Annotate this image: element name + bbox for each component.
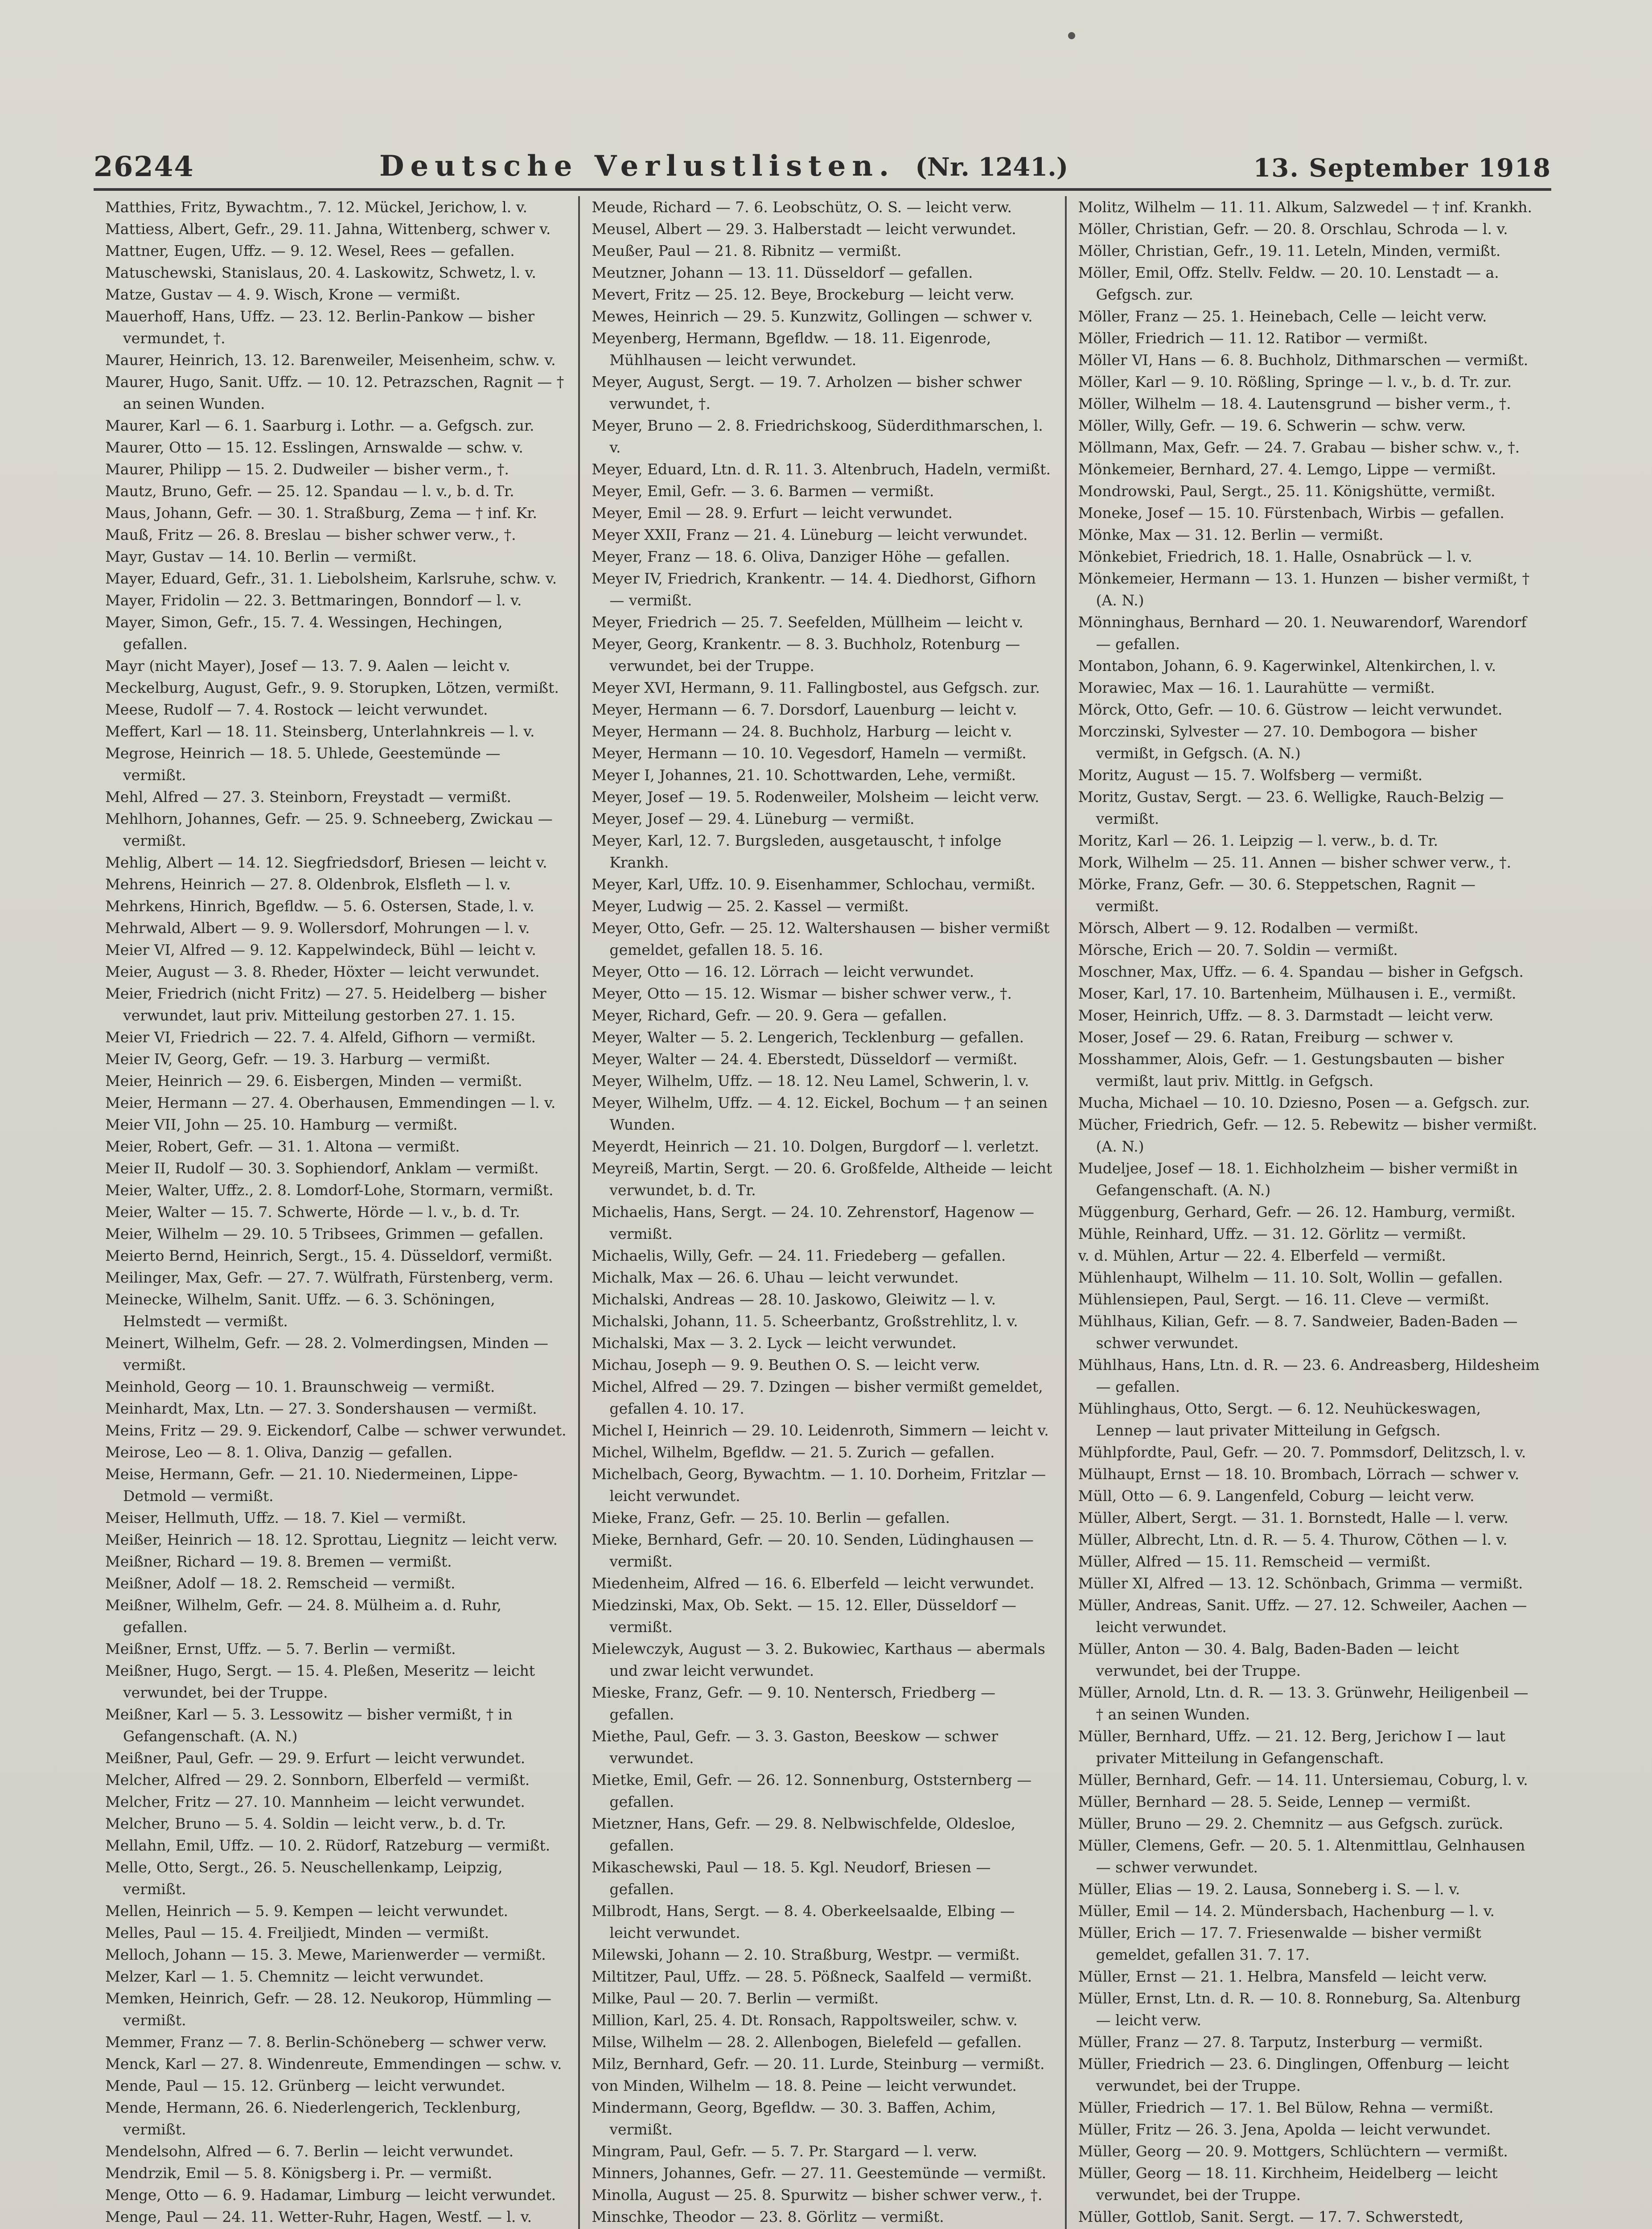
casualty-entry: Meier VI, Alfred — 9. 12. Kappelwindeck, Bühl — leicht v. [105, 941, 536, 958]
casualty-entry: Michalski, Johann, 11. 5. Scheerbantz, Großstrehlitz, l. v. [592, 1312, 1018, 1330]
casualty-entry: Milbrodt, Hans, Sergt. — 8. 4. Oberkeelsaalde, Elbing — leicht verwundet. [592, 1902, 1015, 1941]
casualty-entry: Mühlensiepen, Paul, Sergt. — 16. 11. Cleve — vermißt. [1078, 1291, 1490, 1308]
casualty-entry: Morczinski, Sylvester — 27. 10. Dembogora — bisher vermißt, in Gefgsch. (A. N.) [1078, 723, 1477, 762]
casualty-entry: Mönkemeier, Hermann — 13. 1. Hunzen — bisher vermißt, † (A. N.) [1078, 570, 1530, 609]
column-2 [578, 196, 1064, 2229]
casualty-entry: Miltitzer, Paul, Uffz. — 28. 5. Pößneck, Saalfeld — vermißt. [592, 1968, 1032, 1985]
casualty-entry: Mellen, Heinrich — 5. 9. Kempen — leicht verwundet. [105, 1902, 509, 1920]
casualty-entry: Memken, Heinrich, Gefr. — 28. 12. Neukorop, Hümmling — vermißt. [105, 1990, 552, 2029]
casualty-entry: Mehrwald, Albert — 9. 9. Wollersdorf, Mohrungen — l. v. [105, 919, 530, 937]
casualty-entry: Meier VII, John — 25. 10. Hamburg — vermißt. [105, 1116, 458, 1133]
casualty-entry: Meier, Heinrich — 29. 6. Eisbergen, Minden — vermißt. [105, 1072, 522, 1090]
casualty-entry: Mork, Wilhelm — 25. 11. Annen — bisher schwer verw., †. [1078, 854, 1512, 871]
casualty-entry: Matze, Gustav — 4. 9. Wisch, Krone — vermißt. [105, 286, 460, 303]
casualty-entry: Meißner, Wilhelm, Gefr. — 24. 8. Mülheim a. d. Ruhr, gefallen. [105, 1596, 502, 1636]
casualty-entry: Müller, Fritz — 26. 3. Jena, Apolda — leicht verwundet. [1078, 2121, 1491, 2138]
casualty-entry: Meyerdt, Heinrich — 21. 10. Dolgen, Burgdorf — l. verletzt. [592, 1138, 1040, 1155]
casualty-entry: Müller, Erich — 17. 7. Friesenwalde — bisher vermißt gemeldet, gefallen 31. 7. 17. [1078, 1924, 1481, 1963]
casualty-entry: Meyer IV, Friedrich, Krankentr. — 14. 4. Diedhorst, Gifhorn — vermißt. [592, 570, 1036, 609]
casualty-entry: Minolla, August — 25. 8. Spurwitz — bisher schwer verw., †. [592, 2186, 1043, 2204]
casualty-entry: Mucha, Michael — 10. 10. Dziesno, Posen — a. Gefgsch. zur. [1078, 1094, 1530, 1111]
casualty-entry: Million, Karl, 25. 4. Dt. Ronsach, Rappoltsweiler, schw. v. [592, 2011, 1018, 2029]
casualty-entry: Moritz, Karl — 26. 1. Leipzig — l. verw., b. d. Tr. [1078, 832, 1438, 849]
casualty-entry: Mellahn, Emil, Uffz. — 10. 2. Rüdorf, Ratzeburg — vermißt. [105, 1837, 551, 1854]
casualty-entry: Meyer XVI, Hermann, 9. 11. Fallingbostel, aus Gefgsch. zur. [592, 679, 1040, 696]
casualty-entry: Milse, Wilhelm — 28. 2. Allenbogen, Bielefeld — gefallen. [592, 2033, 1022, 2051]
casualty-entry: Meier, Hermann — 27. 4. Oberhausen, Emmendingen — l. v. [105, 1094, 556, 1111]
casualty-entry: Möllmann, Max, Gefr. — 24. 7. Grabau — bisher schw. v., †. [1078, 439, 1520, 456]
casualty-entry: Mayer, Simon, Gefr., 15. 7. 4. Wessingen, Hechingen, gefallen. [105, 613, 503, 653]
casualty-entry: Moser, Heinrich, Uffz. — 8. 3. Darmstadt — leicht verw. [1078, 1007, 1494, 1024]
masthead-title: Deutsche Verlustlisten. [379, 149, 896, 183]
casualty-entry: Miedenheim, Alfred — 16. 6. Elberfeld — leicht verwundet. [592, 1575, 1035, 1592]
casualty-entry: Müller XI, Alfred — 13. 12. Schönbach, Grimma — vermißt. [1078, 1575, 1523, 1592]
casualty-entry: Mende, Hermann, 26. 6. Niederlengerich, Tecklenburg, vermißt. [105, 2099, 521, 2138]
casualty-entry: Meyer, Wilhelm, Uffz. — 18. 12. Neu Lamel, Schwerin, l. v. [592, 1072, 1029, 1090]
casualty-entry: Möller, Willy, Gefr. — 19. 6. Schwerin — schw. verw. [1078, 417, 1466, 434]
casualty-entry: Müller, Bruno — 29. 2. Chemnitz — aus Gefgsch. zurück. [1078, 1815, 1504, 1832]
casualty-entry: Mattner, Eugen, Uffz. — 9. 12. Wesel, Rees — gefallen. [105, 242, 515, 259]
casualty-entry: Mücher, Friedrich, Gefr. — 12. 5. Rebewitz — bisher vermißt. (A. N.) [1078, 1116, 1537, 1155]
casualty-entry: Minners, Johannes, Gefr. — 27. 11. Geestemünde — vermißt. [592, 2164, 1047, 2182]
casualty-entry: Michalk, Max — 26. 6. Uhau — leicht verwundet. [592, 1269, 959, 1286]
casualty-entry: Meußer, Paul — 21. 8. Ribnitz — vermißt. [592, 242, 902, 259]
casualty-entry: Meyer, Walter — 5. 2. Lengerich, Tecklenburg — gefallen. [592, 1028, 1024, 1046]
casualty-entry: Meyer, Emil, Gefr. — 3. 6. Barmen — vermißt. [592, 482, 934, 500]
casualty-entry: Mende, Paul — 15. 12. Grünberg — leicht verwundet. [105, 2077, 505, 2094]
casualty-entry: Meier, August — 3. 8. Rheder, Höxter — leicht verwundet. [105, 963, 540, 980]
casualty-entry: Müller, Bernhard, Uffz. — 21. 12. Berg, Jerichow I — laut privater Mitteilung in Gefangenschaft. [1078, 1727, 1505, 1767]
casualty-entry: Möller VI, Hans — 6. 8. Buchholz, Dithmarschen — vermißt. [1078, 351, 1529, 369]
casualty-entry: Mörsche, Erich — 20. 7. Soldin — vermißt. [1078, 941, 1398, 958]
casualty-entry: Melle, Otto, Sergt., 26. 5. Neuschellenkamp, Leipzig, vermißt. [105, 1859, 503, 1898]
casualty-entry: Meyer, Hermann — 10. 10. Vegesdorf, Hameln — vermißt. [592, 744, 1027, 762]
casualty-entry: Moneke, Josef — 15. 10. Fürstenbach, Wirbis — gefallen. [1078, 504, 1504, 522]
casualty-entry: Meißer, Heinrich — 18. 12. Sprottau, Liegnitz — leicht verw. [105, 1531, 558, 1548]
casualty-entry: Müller, Ernst — 21. 1. Helbra, Mansfeld — leicht verw. [1078, 1968, 1488, 1985]
casualty-entry: Moschner, Max, Uffz. — 6. 4. Spandau — bisher in Gefgsch. [1078, 963, 1524, 980]
casualty-entry: Meyreiß, Martin, Sergt. — 20. 6. Großfelde, Altheide — leicht verwundet, b. d. Tr. [592, 1160, 1052, 1199]
header-rule [94, 188, 1551, 191]
casualty-entry: Möller, Friedrich — 11. 12. Ratibor — vermißt. [1078, 329, 1428, 347]
casualty-entry: Mosshammer, Alois, Gefr. — 1. Gestungsbauten — bisher vermißt, laut priv. Mittlg. in Gefgsch. [1078, 1050, 1504, 1090]
casualty-entry: Müll, Otto — 6. 9. Langenfeld, Coburg — leicht verw. [1078, 1487, 1475, 1505]
issue-number: (Nr. 1241.) [915, 152, 1068, 182]
casualty-entry: Müller, Georg — 18. 11. Kirchheim, Heidelberg — leicht verwundet, bei der Truppe. [1078, 2164, 1498, 2204]
casualty-entry: Michaelis, Hans, Sergt. — 24. 10. Zehrenstorf, Hagenow — vermißt. [592, 1203, 1035, 1242]
casualty-entry: Mühlenhaupt, Wilhelm — 11. 10. Solt, Wollin — gefallen. [1078, 1269, 1503, 1286]
casualty-entry: Mühle, Reinhard, Uffz. — 31. 12. Görlitz — vermißt. [1078, 1225, 1467, 1242]
masthead-group [379, 149, 1068, 183]
casualty-entry: Meutzner, Johann — 13. 11. Düsseldorf — gefallen. [592, 264, 973, 281]
casualty-entry: Meier, Wilhelm — 29. 10. 5 Tribsees, Grimmen — gefallen. [105, 1225, 544, 1242]
casualty-entry: Müller, Friedrich — 23. 6. Dinglingen, Offenburg — leicht verwundet, bei der Truppe. [1078, 2055, 1509, 2094]
casualty-entry: Müller, Georg — 20. 9. Mottgers, Schlüchtern — vermißt. [1078, 2143, 1508, 2160]
casualty-entry: Meyer, Josef — 19. 5. Rodenweiler, Molsheim — leicht verw. [592, 788, 1040, 806]
casualty-entry: Meier, Robert, Gefr. — 31. 1. Altona — vermißt. [105, 1138, 460, 1155]
page-number: 26244 [94, 150, 194, 183]
casualty-entry: Müller, Clemens, Gefr. — 20. 5. 1. Altenmittlau, Gelnhausen — schwer verwundet. [1078, 1837, 1525, 1876]
casualty-entry: Meyer, Karl, Uffz. 10. 9. Eisenhammer, Schlochau, vermißt. [592, 876, 1036, 893]
casualty-entry: Meyer, Karl, 12. 7. Burgsleden, ausgetauscht, † infolge Krankh. [592, 832, 1002, 871]
casualty-entry: Miethe, Paul, Gefr. — 3. 3. Gaston, Beeskow — schwer verwundet. [592, 1727, 998, 1767]
casualty-entry: Meiser, Hellmuth, Uffz. — 18. 7. Kiel — vermißt. [105, 1509, 466, 1526]
casualty-entry: Meese, Rudolf — 7. 4. Rostock — leicht verwundet. [105, 701, 488, 718]
casualty-entry: Mönninghaus, Bernhard — 20. 1. Neuwarendorf, Warendorf — gefallen. [1078, 613, 1527, 653]
casualty-entry: Müller, Elias — 19. 2. Lausa, Sonneberg i. S. — l. v. [1078, 1880, 1460, 1898]
casualty-entry: Müller, Arnold, Ltn. d. R. — 13. 3. Grünwehr, Heiligenbeil — † an seinen Wunden. [1078, 1684, 1529, 1723]
casualty-entry: Meyer, Hermann — 6. 7. Dorsdorf, Lauenburg — leicht v. [592, 701, 1017, 718]
casualty-entry: Menck, Karl — 27. 8. Windenreute, Emmendingen — schw. v. [105, 2055, 562, 2073]
casualty-entry: Mieke, Franz, Gefr. — 25. 10. Berlin — gefallen. [592, 1509, 950, 1526]
casualty-entry: Mülhaupt, Ernst — 18. 10. Brombach, Lörrach — schwer v. [1078, 1465, 1520, 1483]
casualty-entry: Möller, Christian, Gefr. — 20. 8. Orschlau, Schroda — l. v. [1078, 220, 1508, 238]
casualty-entry: Meyenberg, Hermann, Bgefldw. — 18. 11. Eigenrode, Mühlhausen — leicht verwundet. [592, 329, 991, 369]
casualty-entry: Melcher, Alfred — 29. 2. Sonnborn, Elberfeld — vermißt. [105, 1771, 530, 1789]
casualty-entry: Mauerhoff, Hans, Uffz. — 23. 12. Berlin-Pankow — bisher vermundet, †. [105, 308, 535, 347]
ink-dot [1068, 32, 1075, 39]
casualty-entry: Müller, Gottlob, Sanit. Sergt. — 17. 7. Schwerstedt, [1078, 2208, 1464, 2225]
casualty-entry: Mörsch, Albert — 9. 12. Rodalben — vermißt. [1078, 919, 1419, 937]
casualty-entry: Mayr, Gustav — 14. 10. Berlin — vermißt. [105, 548, 417, 565]
casualty-entry: Maus, Johann, Gefr. — 30. 1. Straßburg, Zema — † inf. Kr. [105, 504, 537, 522]
casualty-entry: Müller, Anton — 30. 4. Balg, Baden-Baden — leicht verwundet, bei der Truppe. [1078, 1640, 1459, 1679]
casualty-entry: Maurer, Philipp — 15. 2. Dudweiler — bisher verm., †. [105, 461, 509, 478]
casualty-entry: Mingram, Paul, Gefr. — 5. 7. Pr. Stargard — l. verw. [592, 2143, 978, 2160]
casualty-entry: Mehl, Alfred — 27. 3. Steinborn, Freystadt — vermißt. [105, 788, 511, 806]
casualty-entry: Mehlig, Albert — 14. 12. Siegfriedsdorf, Briesen — leicht v. [105, 854, 547, 871]
casualty-entry: Mindermann, Georg, Bgefldw. — 30. 3. Baffen, Achim, vermißt. [592, 2099, 996, 2138]
casualty-entry: Michau, Joseph — 9. 9. Beuthen O. S. — leicht verw. [592, 1356, 980, 1374]
casualty-entry: Mieske, Franz, Gefr. — 9. 10. Nentersch, Friedberg — gefallen. [592, 1684, 996, 1723]
casualty-entry: Mönkebiet, Friedrich, 18. 1. Halle, Osnabrück — l. v. [1078, 548, 1472, 565]
casualty-entry: Müller, Friedrich — 17. 1. Bel Bülow, Rehna — vermißt. [1078, 2099, 1494, 2116]
casualty-entry: Meyer, Wilhelm, Uffz. — 4. 12. Eickel, Bochum — † an seinen Wunden. [592, 1094, 1048, 1133]
casualty-entry: Michel, Alfred — 29. 7. Dzingen — bisher vermißt gemeldet, gefallen 4. 10. 17. [592, 1378, 1043, 1417]
casualty-entry: Mühlhaus, Hans, Ltn. d. R. — 23. 6. Andreasberg, Hildesheim — gefallen. [1078, 1356, 1540, 1395]
casualty-entry: v. d. Mühlen, Artur — 22. 4. Elberfeld — vermißt. [1078, 1247, 1446, 1264]
casualty-entry: Moser, Karl, 17. 10. Bartenheim, Mülhausen i. E., vermißt. [1078, 985, 1516, 1002]
casualty-entry: Meißner, Hugo, Sergt. — 15. 4. Pleßen, Meseritz — leicht verwundet, bei der Truppe. [105, 1662, 535, 1701]
casualty-entry: Müller, Franz — 27. 8. Tarputz, Insterburg — vermißt. [1078, 2033, 1483, 2051]
casualty-entry: Mörke, Franz, Gefr. — 30. 6. Steppetschen, Ragnit — vermißt. [1078, 876, 1476, 915]
casualty-entry: Müller, Andreas, Sanit. Uffz. — 27. 12. Schweiler, Aachen — leicht verwundet. [1078, 1596, 1527, 1636]
casualty-entry: Meyer, August, Sergt. — 19. 7. Arholzen — bisher schwer verwundet, †. [592, 373, 1022, 412]
casualty-entry: Mehrens, Heinrich — 27. 8. Oldenbrok, Elsfleth — l. v. [105, 876, 511, 893]
casualty-entry: Mietzner, Hans, Gefr. — 29. 8. Nelbwischfelde, Oldesloe, gefallen. [592, 1815, 1016, 1854]
casualty-entry: Maurer, Hugo, Sanit. Uffz. — 10. 12. Petrazschen, Ragnit — † an seinen Wunden. [105, 373, 564, 412]
casualty-entry: Möller, Karl — 9. 10. Rößling, Springe — l. v., b. d. Tr. zur. [1078, 373, 1512, 391]
casualty-entry: Meinhardt, Max, Ltn. — 27. 3. Sondershausen — vermißt. [105, 1400, 537, 1417]
casualty-entry: Menge, Paul — 24. 11. Wetter-Ruhr, Hagen, Westf. — l. v. [105, 2208, 532, 2225]
casualty-entry: Maurer, Otto — 15. 12. Esslingen, Arnswalde — schw. v. [105, 439, 523, 456]
casualty-entry: Meyer, Hermann — 24. 8. Buchholz, Harburg — leicht v. [592, 723, 1012, 740]
casualty-entry: Mörck, Otto, Gefr. — 10. 6. Güstrow — leicht verwundet. [1078, 701, 1503, 718]
casualty-entry: Meyer, Georg, Krankentr. — 8. 3. Buchholz, Rotenburg — verwundet, bei der Truppe. [592, 635, 1020, 674]
casualty-entry: Michaelis, Willy, Gefr. — 24. 11. Friedeberg — gefallen. [592, 1247, 1006, 1264]
casualty-entry: Melzer, Karl — 1. 5. Chemnitz — leicht verwundet. [105, 1968, 484, 1985]
casualty-entry: Meyer, Friedrich — 25. 7. Seefelden, Müllheim — leicht v. [592, 613, 1023, 631]
casualty-entry: Meier IV, Georg, Gefr. — 19. 3. Harburg — vermißt. [105, 1050, 491, 1068]
casualty-entry: Matthies, Fritz, Bywachtm., 7. 12. Mückel, Jerichow, l. v. [105, 198, 527, 216]
casualty-entry: Meißner, Adolf — 18. 2. Remscheid — vermißt. [105, 1575, 456, 1592]
casualty-entry: Meins, Fritz — 29. 9. Eickendorf, Calbe — schwer verwundet. [105, 1422, 567, 1439]
casualty-entry: Melles, Paul — 15. 4. Freiljiedt, Minden — vermißt. [105, 1924, 489, 1941]
casualty-entry: Michalski, Max — 3. 2. Lyck — leicht verwundet. [592, 1334, 957, 1352]
casualty-entry: Möller, Emil, Offz. Stellv. Feldw. — 20. 10. Lenstadt — a. Gefgsch. zur. [1078, 264, 1499, 303]
casualty-entry: Meißner, Ernst, Uffz. — 5. 7. Berlin — vermißt. [105, 1640, 456, 1657]
casualty-entry: Michelbach, Georg, Bywachtm. — 1. 10. Dorheim, Fritzlar — leicht verwundet. [592, 1465, 1046, 1505]
casualty-entry: Meier VI, Friedrich — 22. 7. 4. Alfeld, Gifhorn — vermißt. [105, 1028, 536, 1046]
casualty-entry: Müller, Ernst, Ltn. d. R. — 10. 8. Ronneburg, Sa. Altenburg — leicht verw. [1078, 1990, 1521, 2029]
casualty-entry: Mendrzik, Emil — 5. 8. Königsberg i. Pr. — vermißt. [105, 2164, 493, 2182]
issue-date: 13. September 1918 [1253, 153, 1551, 183]
casualty-entry: Meyer, Otto, Gefr. — 25. 12. Waltershausen — bisher vermißt gemeldet, gefallen 18. 5. 16. [592, 919, 1050, 958]
casualty-entry: Meinert, Wilhelm, Gefr. — 28. 2. Volmerdingsen, Minden — vermißt. [105, 1334, 548, 1374]
casualty-entry: Meyer, Otto — 15. 12. Wismar — bisher schwer verw., †. [592, 985, 1012, 1002]
casualty-entry: Meinecke, Wilhelm, Sanit. Uffz. — 6. 3. Schöningen, Helmstedt — vermißt. [105, 1291, 495, 1330]
casualty-entry: Mayer, Eduard, Gefr., 31. 1. Liebolsheim, Karlsruhe, schw. v. [105, 570, 557, 587]
casualty-entry: Mudeljee, Josef — 18. 1. Eichholzheim — bisher vermißt in Gefangenschaft. (A. N.) [1078, 1160, 1518, 1199]
casualty-entry: Meyer, Josef — 29. 4. Lüneburg — vermißt. [592, 810, 915, 827]
casualty-entry: Morawiec, Max — 16. 1. Laurahütte — vermißt. [1078, 679, 1435, 696]
casualty-entry: Melloch, Johann — 15. 3. Mewe, Marienwerder — vermißt. [105, 1946, 546, 1963]
casualty-entry: Mühlinghaus, Otto, Sergt. — 6. 12. Neuhückeswagen, Lennep — laut privater Mitteilung in Gefgsch. [1078, 1400, 1481, 1439]
casualty-entry: Meier II, Rudolf — 30. 3. Sophiendorf, Anklam — vermißt. [105, 1160, 539, 1177]
casualty-entry: Meffert, Karl — 18. 11. Steinsberg, Unterlahnkreis — l. v. [105, 723, 535, 740]
casualty-entry: Mühlhaus, Kilian, Gefr. — 8. 7. Sandweier, Baden-Baden — schwer verwundet. [1078, 1312, 1518, 1352]
casualty-entry: Meyer, Otto — 16. 12. Lörrach — leicht verwundet. [592, 963, 974, 980]
casualty-entry: Megrose, Heinrich — 18. 5. Uhlede, Geestemünde — vermißt. [105, 744, 501, 784]
casualty-entry: von Minden, Wilhelm — 18. 8. Peine — leicht verwundet. [592, 2077, 1017, 2094]
casualty-entry: Müller, Bernhard — 28. 5. Seide, Lennep — vermißt. [1078, 1793, 1471, 1810]
casualty-entry: Milewski, Johann — 2. 10. Straßburg, Westpr. — vermißt. [592, 1946, 1020, 1963]
casualty-entry: Mevert, Fritz — 25. 12. Beye, Brockeburg — leicht verw. [592, 286, 1015, 303]
casualty-entry: Michalski, Andreas — 28. 10. Jaskowo, Gleiwitz — l. v. [592, 1291, 996, 1308]
column-1 [94, 196, 578, 2229]
casualty-entry: Mendelsohn, Alfred — 6. 7. Berlin — leicht verwundet. [105, 2143, 514, 2160]
casualty-entry: Menge, Otto — 6. 9. Hadamar, Limburg — leicht verwundet. [105, 2186, 556, 2204]
casualty-entry: Mehlhorn, Johannes, Gefr. — 25. 9. Schneeberg, Zwickau — vermißt. [105, 810, 553, 849]
casualty-entry: Molitz, Wilhelm — 11. 11. Alkum, Salzwedel — † inf. Krankh. [1078, 198, 1533, 216]
casualty-entry: Maurer, Karl — 6. 1. Saarburg i. Lothr. — a. Gefgsch. zur. [105, 417, 534, 434]
casualty-entry: Mautz, Bruno, Gefr. — 25. 12. Spandau — l. v., b. d. Tr. [105, 482, 514, 500]
casualty-entry: Müller, Albert, Sergt. — 31. 1. Bornstedt, Halle — l. verw. [1078, 1509, 1508, 1526]
casualty-entry: Meusel, Albert — 29. 3. Halberstadt — leicht verwundet. [592, 220, 1016, 238]
casualty-entry: Meißner, Karl — 5. 3. Lessowitz — bisher vermißt, † in Gefangenschaft. (A. N.) [105, 1706, 513, 1745]
casualty-entry: Mewes, Heinrich — 29. 5. Kunzwitz, Gollingen — schwer v. [592, 308, 1033, 325]
casualty-entry: Mielewczyk, August — 3. 2. Bukowiec, Karthaus — abermals und zwar leicht verwundet. [592, 1640, 1045, 1679]
casualty-entry: Meyer, Richard, Gefr. — 20. 9. Gera — gefallen. [592, 1007, 947, 1024]
casualty-entry: Müller, Bernhard, Gefr. — 14. 11. Untersiemau, Coburg, l. v. [1078, 1771, 1528, 1789]
casualty-entry: Meyer, Franz — 18. 6. Oliva, Danziger Höhe — gefallen. [592, 548, 1010, 565]
casualty-entry: Mietke, Emil, Gefr. — 26. 12. Sonnenburg, Oststernberg — gefallen. [592, 1771, 1032, 1810]
casualty-entry: Moritz, Gustav, Sergt. — 23. 6. Welligke, Rauch-Belzig — vermißt. [1078, 788, 1504, 827]
casualty-entry: Meyer, Ludwig — 25. 2. Kassel — vermißt. [592, 897, 909, 915]
casualty-entry: Mieke, Bernhard, Gefr. — 20. 10. Senden, Lüdinghausen — vermißt. [592, 1531, 1034, 1570]
columns [94, 196, 1551, 2229]
casualty-entry: Meinhold, Georg — 10. 1. Braunschweig — vermißt. [105, 1378, 495, 1395]
casualty-entry: Meirose, Leo — 8. 1. Oliva, Danzig — gefallen. [105, 1444, 453, 1461]
casualty-entry: Meyer I, Johannes, 21. 10. Schottwarden, Lehe, vermißt. [592, 766, 1016, 784]
casualty-entry: Meyer, Walter — 24. 4. Eberstedt, Düsseldorf — vermißt. [592, 1050, 1018, 1068]
casualty-entry: Mauß, Fritz — 26. 8. Breslau — bisher schwer verw., †. [105, 526, 516, 543]
casualty-entry: Meise, Hermann, Gefr. — 21. 10. Niedermeinen, Lippe-Detmold — vermißt. [105, 1465, 518, 1505]
casualty-entry: Meyer, Emil — 28. 9. Erfurt — leicht verwundet. [592, 504, 953, 522]
casualty-entry: Mattiess, Albert, Gefr., 29. 11. Jahna, Wittenberg, schwer v. [105, 220, 551, 238]
casualty-entry: Meilinger, Max, Gefr. — 27. 7. Wülfrath, Fürstenberg, verm. [105, 1269, 554, 1286]
page-header [94, 147, 1551, 183]
casualty-entry: Mehrkens, Hinrich, Bgefldw. — 5. 6. Ostersen, Stade, l. v. [105, 897, 534, 915]
casualty-entry: Moritz, August — 15. 7. Wolfsberg — vermißt. [1078, 766, 1423, 784]
casualty-entry: Montabon, Johann, 6. 9. Kagerwinkel, Altenkirchen, l. v. [1078, 657, 1496, 674]
casualty-entry: Meyer, Bruno — 2. 8. Friedrichskoog, Süderdithmarschen, l. v. [592, 417, 1043, 456]
casualty-entry: Mühlpfordte, Paul, Gefr. — 20. 7. Pommsdorf, Delitzsch, l. v. [1078, 1444, 1526, 1461]
casualty-entry: Moser, Josef — 29. 6. Ratan, Freiburg — schwer v. [1078, 1028, 1454, 1046]
casualty-entry: Melcher, Bruno — 5. 4. Soldin — leicht verw., b. d. Tr. [105, 1815, 506, 1832]
casualty-entry: Michel, Wilhelm, Bgefldw. — 21. 5. Zurich — gefallen. [592, 1444, 995, 1461]
casualty-entry: Meißner, Paul, Gefr. — 29. 9. Erfurt — leicht verwundet. [105, 1749, 526, 1767]
casualty-entry: Möller, Christian, Gefr., 19. 11. Leteln, Minden, vermißt. [1078, 242, 1501, 259]
casualty-entry: Meyer XXII, Franz — 21. 4. Lüneburg — leicht verwundet. [592, 526, 1028, 543]
casualty-entry: Melcher, Fritz — 27. 10. Mannheim — leicht verwundet. [105, 1793, 525, 1810]
casualty-entry: Meierto Bernd, Heinrich, Sergt., 15. 4. Düsseldorf, vermißt. [105, 1247, 553, 1264]
casualty-entry: Mayer, Fridolin — 22. 3. Bettmaringen, Bonndorf — l. v. [105, 592, 522, 609]
casualty-entry: Mönke, Max — 31. 12. Berlin — vermißt. [1078, 526, 1384, 543]
casualty-entry: Müggenburg, Gerhard, Gefr. — 26. 12. Hamburg, vermißt. [1078, 1203, 1516, 1221]
casualty-entry: Müller, Albrecht, Ltn. d. R. — 5. 4. Thurow, Cöthen — l. v. [1078, 1531, 1508, 1548]
casualty-entry: Mondrowski, Paul, Sergt., 25. 11. Königshütte, vermißt. [1078, 482, 1496, 500]
casualty-entry: Meier, Walter, Uffz., 2. 8. Lomdorf-Lohe, Stormarn, vermißt. [105, 1181, 554, 1199]
column-3 [1065, 196, 1551, 2229]
casualty-entry: Meier, Friedrich (nicht Fritz) — 27. 5. Heidelberg — bisher verwundet, laut priv. Mitteilung gestorben 27. 1. 15. [105, 985, 547, 1024]
casualty-entry: Michel I, Heinrich — 29. 10. Leidenroth, Simmern — leicht v. [592, 1422, 1049, 1439]
casualty-entry: Meckelburg, August, Gefr., 9. 9. Storupken, Lötzen, vermißt. [105, 679, 559, 696]
casualty-entry: Mikaschewski, Paul — 18. 5. Kgl. Neudorf, Briesen — gefallen. [592, 1859, 991, 1898]
casualty-entry: Memmer, Franz — 7. 8. Berlin-Schöneberg — schwer verw. [105, 2033, 547, 2051]
casualty-entry: Mayr (nicht Mayer), Josef — 13. 7. 9. Aalen — leicht v. [105, 657, 510, 674]
casualty-entry: Meißner, Richard — 19. 8. Bremen — vermißt. [105, 1553, 452, 1570]
casualty-entry: Meier, Walter — 15. 7. Schwerte, Hörde — l. v., b. d. Tr. [105, 1203, 520, 1221]
casualty-entry: Möller, Wilhelm — 18. 4. Lautensgrund — bisher verm., †. [1078, 395, 1511, 412]
casualty-entry: Matuschewski, Stanislaus, 20. 4. Laskowitz, Schwetz, l. v. [105, 264, 536, 281]
casualty-entry: Müller, Emil — 14. 2. Mündersbach, Hachenburg — l. v. [1078, 1902, 1495, 1920]
casualty-entry: Milz, Bernhard, Gefr. — 20. 11. Lurde, Steinburg — vermißt. [592, 2055, 1045, 2073]
casualty-entry: Möller, Franz — 25. 1. Heinebach, Celle — leicht verw. [1078, 308, 1487, 325]
casualty-entry: Mönkemeier, Bernhard, 27. 4. Lemgo, Lippe — vermißt. [1078, 461, 1496, 478]
casualty-entry: Müller, Alfred — 15. 11. Remscheid — vermißt. [1078, 1553, 1431, 1570]
casualty-entry: Meyer, Eduard, Ltn. d. R. 11. 3. Altenbruch, Hadeln, vermißt. [592, 461, 1051, 478]
casualty-entry: Milke, Paul — 20. 7. Berlin — vermißt. [592, 1990, 879, 2007]
casualty-entry: Miedzinski, Max, Ob. Sekt. — 15. 12. Eller, Düsseldorf — vermißt. [592, 1596, 1016, 1636]
casualty-entry: Minschke, Theodor — 23. 8. Görlitz — vermißt. [592, 2208, 944, 2225]
casualty-entry: Meude, Richard — 7. 6. Leobschütz, O. S. — leicht verw. [592, 198, 1012, 216]
casualty-entry: Maurer, Heinrich, 13. 12. Barenweiler, Meisenheim, schw. v. [105, 351, 556, 369]
